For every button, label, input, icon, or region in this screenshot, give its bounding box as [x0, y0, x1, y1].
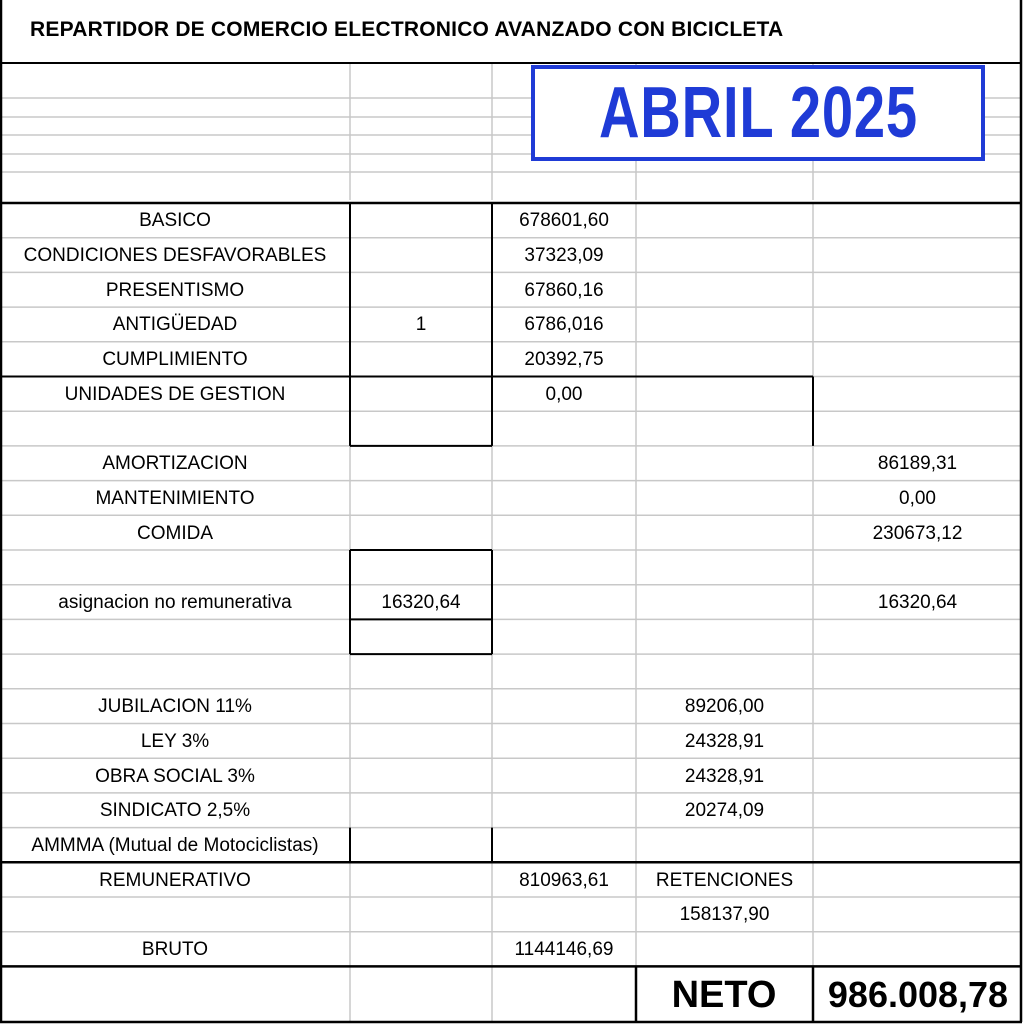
value-cell-col4: 24328,91 [684, 730, 765, 752]
value-cell-col5 [815, 205, 1020, 238]
value-cell-col4 [638, 483, 811, 516]
value-cell-col3: 1144146,69 [514, 939, 614, 961]
value-cell-col2 [352, 552, 490, 585]
value-cell-col5 [815, 691, 1020, 724]
value-cell-col2 [352, 656, 490, 689]
value-cell-col2 [352, 899, 490, 932]
row-label: SINDICATO 2,5% [99, 800, 251, 822]
row-label: REMUNERATIVO [99, 869, 251, 891]
row-label [2, 621, 348, 654]
value-cell-col4: RETENCIONES [655, 869, 794, 891]
value-cell-col4: 158137,90 [679, 904, 770, 926]
value-cell-col5 [815, 344, 1020, 377]
value-cell-col2 [352, 517, 490, 550]
value-cell-col5 [815, 899, 1020, 932]
value-cell-col4 [638, 621, 811, 654]
value-cell-col3 [494, 483, 634, 516]
value-cell-col4 [638, 517, 811, 550]
row-label [2, 656, 348, 689]
value-cell-col2 [352, 726, 490, 759]
value-cell-col4 [638, 656, 811, 689]
value-cell-col3 [494, 830, 634, 863]
row-label: asignacion no remunerativa [58, 592, 292, 614]
value-cell-col5: 0,00 [899, 487, 936, 509]
value-cell-col2 [352, 864, 490, 897]
value-cell-col5 [815, 240, 1020, 273]
value-cell-col5 [815, 795, 1020, 828]
value-cell-col2 [352, 379, 490, 412]
value-cell-col5 [815, 760, 1020, 793]
row-label: LEY 3% [140, 730, 210, 752]
value-cell-col4 [638, 830, 811, 863]
row-label: MANTENIMIENTO [95, 487, 255, 509]
period-label: ABRIL 2025 [598, 73, 918, 153]
value-cell-col3: 67860,16 [524, 279, 604, 301]
value-cell-col2 [352, 240, 490, 273]
value-cell-col5 [815, 726, 1020, 759]
value-cell-col4: 20274,09 [684, 800, 765, 822]
value-cell-col3: 20392,75 [524, 349, 604, 371]
row-label [2, 899, 348, 932]
value-cell-col4 [638, 240, 811, 273]
value-cell-col3 [494, 448, 634, 481]
value-cell-col4 [638, 413, 811, 446]
value-cell-col2 [352, 344, 490, 377]
row-label: PRESENTISMO [105, 279, 245, 301]
row-label [2, 552, 348, 585]
value-cell-col3 [494, 656, 634, 689]
row-label: JUBILACION 11% [98, 696, 252, 718]
value-cell-col3 [494, 726, 634, 759]
row-label: AMORTIZACION [102, 453, 248, 475]
row-label [2, 413, 348, 446]
page-title: REPARTIDOR DE COMERCIO ELECTRONICO AVANZADO CON BICICLETA [30, 18, 784, 41]
value-cell-col2 [352, 795, 490, 828]
value-cell-col2 [352, 205, 490, 238]
value-cell-col5 [815, 830, 1020, 863]
row-label: ANTIGÜEDAD [112, 314, 238, 336]
value-cell-col4 [638, 309, 811, 342]
value-cell-col5 [815, 274, 1020, 307]
row-label: CUMPLIMIENTO [102, 349, 248, 371]
value-cell-col3: 6786,016 [524, 314, 604, 336]
value-cell-col4 [638, 274, 811, 307]
row-label: COMIDA [137, 522, 213, 544]
value-cell-col3 [494, 760, 634, 793]
value-cell-col2 [352, 483, 490, 516]
value-cell-col4 [638, 379, 811, 412]
value-cell-col5 [815, 379, 1020, 412]
value-cell-col5: 86189,31 [877, 453, 958, 475]
value-cell-col3 [494, 621, 634, 654]
neto-label: NETO [671, 973, 777, 1016]
value-cell-col4: 89206,00 [684, 696, 765, 718]
value-cell-col5 [815, 621, 1020, 654]
value-cell-col5 [815, 656, 1020, 689]
period-box [531, 65, 985, 161]
value-cell-col3: 0,00 [545, 383, 583, 405]
value-cell-col3 [494, 517, 634, 550]
value-cell-col4 [638, 587, 811, 620]
value-cell-col4: 24328,91 [684, 765, 765, 787]
value-cell-col4 [638, 552, 811, 585]
value-cell-col2: 1 [415, 314, 427, 336]
row-label: AMMMA (Mutual de Motociclistas) [31, 834, 319, 856]
row-label: UNIDADES DE GESTION [64, 383, 286, 405]
value-cell-col3 [494, 899, 634, 932]
value-cell-col3 [494, 413, 634, 446]
value-cell-col2 [352, 760, 490, 793]
neto-value: 986.008,78 [827, 974, 1009, 1015]
row-label: CONDICIONES DESFAVORABLES [23, 245, 327, 267]
value-cell-col2 [352, 621, 490, 654]
value-cell-col2 [352, 448, 490, 481]
value-cell-col5 [815, 309, 1020, 342]
row-label: BRUTO [141, 939, 209, 961]
value-cell-col5: 230673,12 [872, 522, 963, 544]
value-cell-col3: 37323,09 [524, 245, 604, 267]
value-cell-col5 [815, 552, 1020, 585]
value-cell-col2 [352, 413, 490, 446]
value-cell-col2: 16320,64 [381, 592, 461, 614]
value-cell-col2 [352, 934, 490, 967]
row-label: BASICO [139, 210, 211, 232]
value-cell-col4 [638, 934, 811, 967]
value-cell-col2 [352, 830, 490, 863]
value-cell-col4 [638, 344, 811, 377]
value-cell-col5 [815, 864, 1020, 897]
value-cell-col4 [638, 205, 811, 238]
value-cell-col4 [638, 448, 811, 481]
value-cell-col5 [815, 934, 1020, 967]
value-cell-col3 [494, 587, 634, 620]
value-cell-col3: 810963,61 [519, 869, 609, 891]
value-cell-col5 [815, 413, 1020, 446]
value-cell-col3 [494, 691, 634, 724]
row-label: OBRA SOCIAL 3% [95, 765, 255, 787]
value-cell-col5: 16320,64 [877, 592, 958, 614]
value-cell-col3 [494, 552, 634, 585]
value-cell-col3 [494, 795, 634, 828]
value-cell-col2 [352, 274, 490, 307]
value-cell-col2 [352, 691, 490, 724]
value-cell-col3: 678601,60 [519, 210, 609, 232]
